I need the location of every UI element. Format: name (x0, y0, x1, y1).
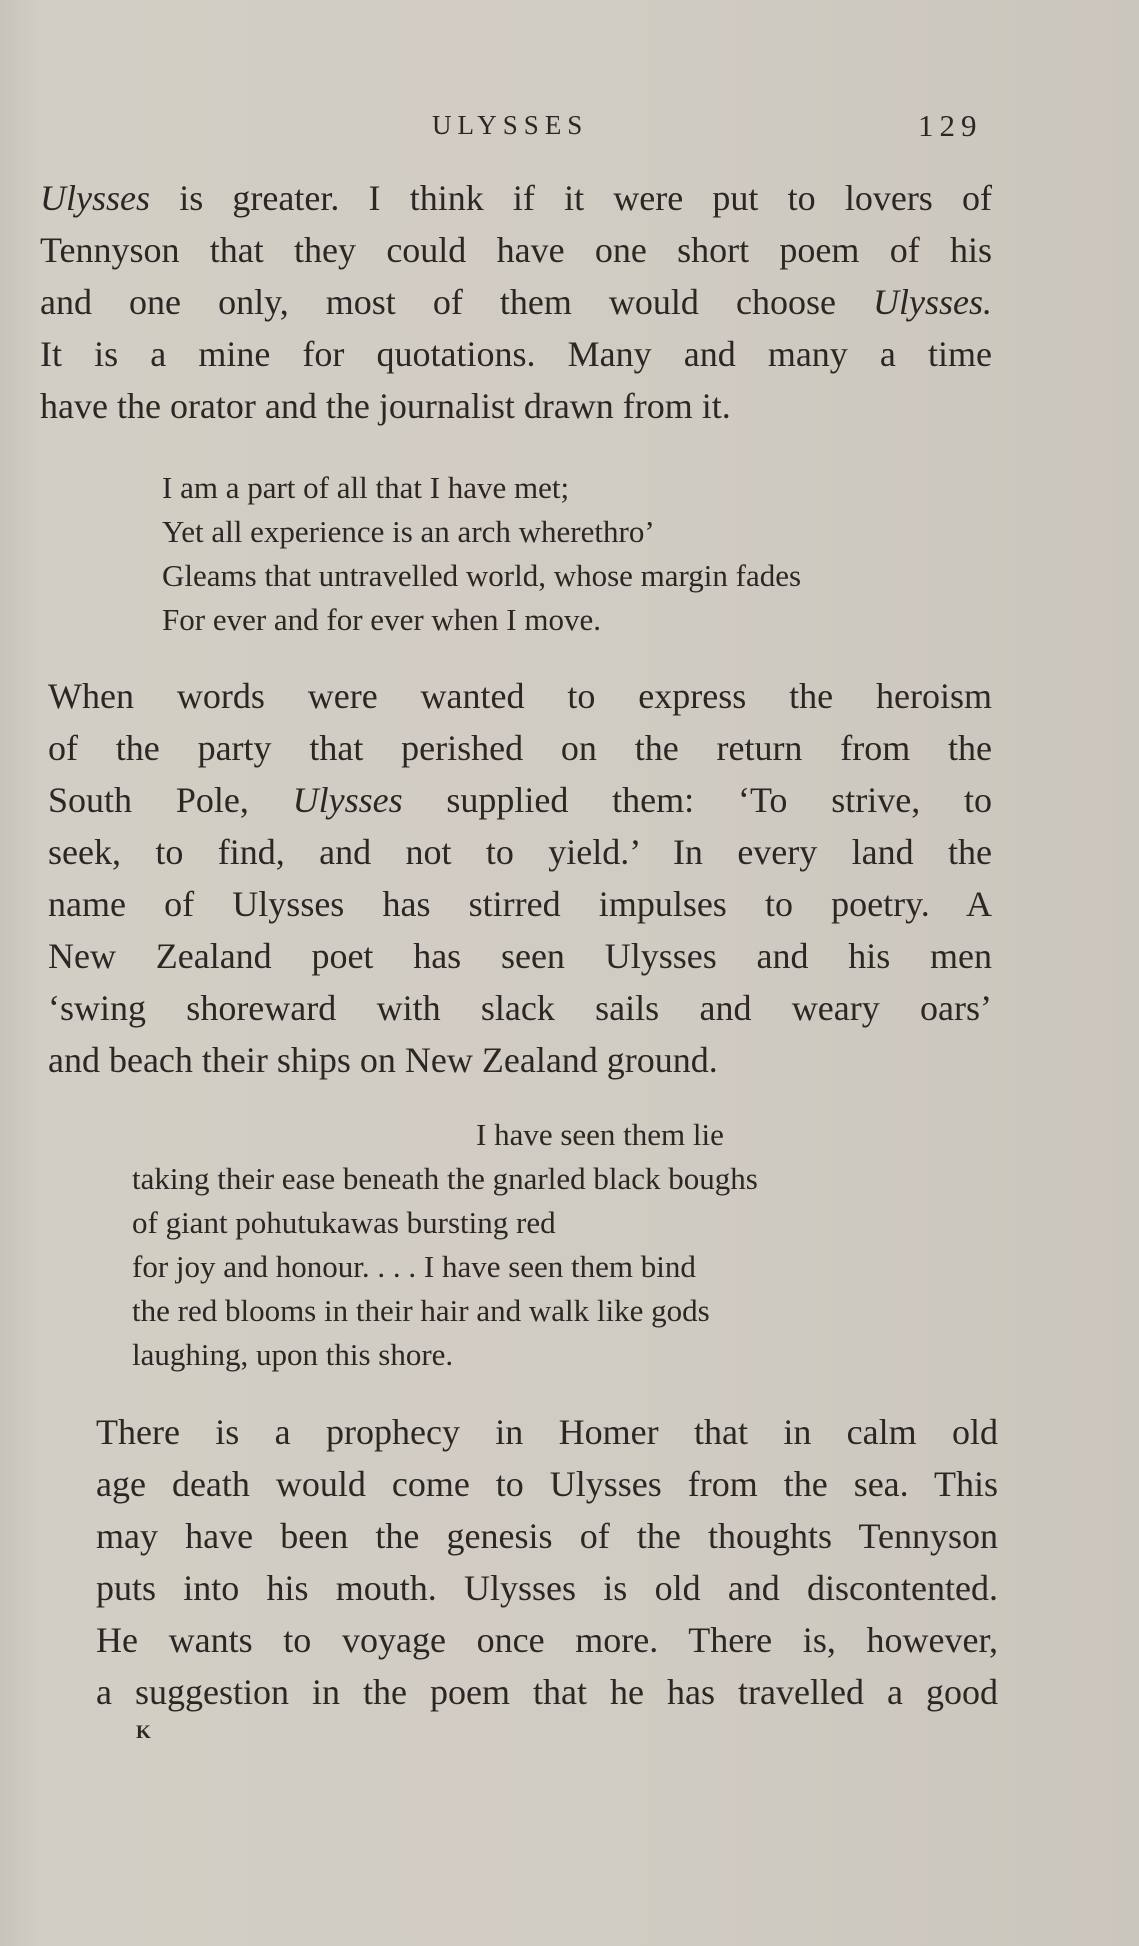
paragraph-2-line-1: When words were wanted to express the heroism (48, 676, 992, 716)
page-number: 129 (918, 108, 983, 143)
verse-quotation-1 (162, 466, 801, 642)
paragraph-2-line-4: seek, to find, and not to yield.’ In every land the (48, 832, 992, 872)
paragraph-1-line-3: and one only, most of them would choose Ulysses. (40, 282, 992, 322)
verse-1-line-2: Yet all experience is an arch wherethro’ (162, 514, 655, 549)
paragraph-2-line-2: of the party that perished on the return from the (48, 728, 992, 768)
paragraph-3-line-3: may have been the genesis of the thoughts Tennyson (96, 1516, 998, 1556)
paragraph-2-line-5: name of Ulysses has stirred impulses to poetry. A (48, 884, 992, 924)
paragraph-2 (48, 670, 992, 1086)
verse-2-line-5: the red blooms in their hair and walk like gods (132, 1293, 710, 1328)
paragraph-3-line-6: a suggestion in the poem that he has travelled a good (96, 1672, 998, 1712)
paragraph-3-line-2: age death would come to Ulysses from the sea. This (96, 1464, 998, 1504)
paragraph-1-line-5: have the orator and the journalist drawn from it. (40, 386, 731, 426)
paragraph-1 (40, 172, 992, 432)
paragraph-2-line-7: ‘swing shoreward with slack sails and weary oars’ (48, 988, 992, 1028)
verse-2-line-1: I have seen them lie (476, 1117, 724, 1152)
verse-2-line-2: taking their ease beneath the gnarled black boughs (132, 1161, 758, 1196)
verse-1-line-3: Gleams that untravelled world, whose margin fades (162, 558, 802, 593)
paragraph-3-line-1: There is a prophecy in Homer that in calm old (96, 1412, 998, 1452)
verse-quotation-2 (132, 1113, 758, 1377)
verse-2-line-3: of giant pohutukawas bursting red (132, 1205, 556, 1240)
ulysses-title-italic: Ulysses (292, 780, 403, 820)
paragraph-2-line-6: New Zealand poet has seen Ulysses and his men (48, 936, 992, 976)
ulysses-title-italic: Ulysses (40, 178, 150, 218)
verse-1-line-4: For ever and for ever when I move. (162, 602, 601, 637)
verse-2-line-4: for joy and honour. . . . I have seen them bind (132, 1249, 696, 1284)
running-title: ULYSSES (432, 110, 589, 140)
paragraph-3-line-5: He wants to voyage once more. There is, however, (96, 1620, 998, 1660)
paragraph-3 (96, 1406, 998, 1718)
signature-mark: K (136, 1722, 152, 1743)
paragraph-1-line-4: It is a mine for quotations. Many and many a time (40, 334, 992, 374)
paragraph-3-line-4: puts into his mouth. Ulysses is old and discontented. (96, 1568, 998, 1608)
paragraph-1-line-2: Tennyson that they could have one short poem of his (40, 230, 992, 270)
ulysses-title-italic: Ulysses. (873, 282, 992, 322)
verse-2-line-6: laughing, upon this shore. (132, 1337, 454, 1372)
verse-1-line-1: I am a part of all that I have met; (162, 470, 570, 505)
paragraph-2-line-8: and beach their ships on New Zealand ground. (48, 1040, 718, 1080)
running-head (0, 110, 1139, 150)
paragraph-1-line-1: Ulysses is greater. I think if it were put to lovers of (40, 178, 992, 218)
paragraph-2-line-3: South Pole, Ulysses supplied them: ‘To strive, to (48, 780, 992, 820)
